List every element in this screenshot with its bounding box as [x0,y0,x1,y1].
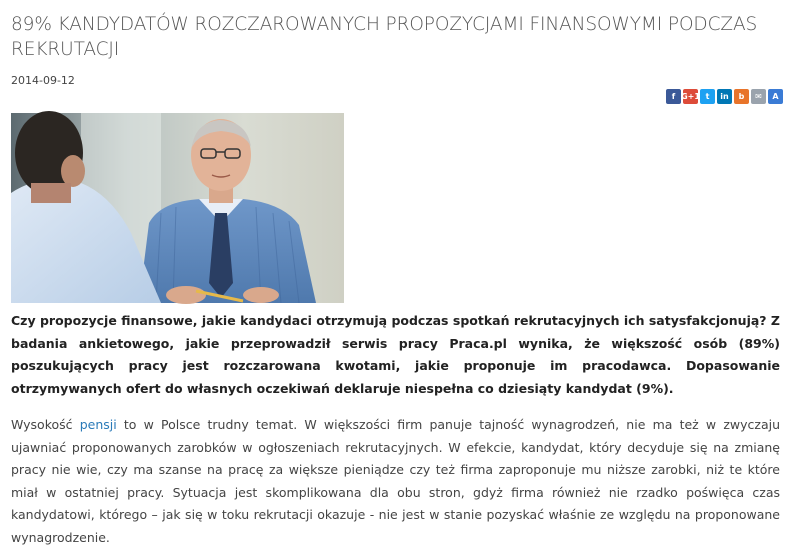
translate-icon[interactable]: A [768,89,783,104]
article-date: 2014-09-12 [11,74,75,87]
article-lead: Czy propozycje finansowe, jakie kandydaci otrzymują podczas spotkań rekrutacyjnych ich satysfakcjonują? Z badania ankietowego, jakie przeprowadził serwis pracy Praca.pl wynika, że większość osób (89%) poszukujących pracy jest rozczarowana kwotami, jakie proponuje im pracodawca. Dopasowanie otrzymywanych ofert do własnych oczekiwań deklaruje niespełna co dziesiąty kandydat (9%). [11,313,780,396]
facebook-icon[interactable]: f [666,89,681,104]
article-title: 89% KANDYDATÓW ROZCZAROWANYCH PROPOZYCJAMI FINANSOWYMI PODCZAS REKRUTACJI [11,14,758,60]
pensji-link[interactable]: pensji [79,417,117,432]
twitter-icon[interactable]: t [700,89,715,104]
article-photo [11,113,344,303]
body-text-rest: to w Polsce trudny temat. W większości firm panuje tajność wynagrodzeń, nie ma też w zwyczaju ujawniać proponowanych zarobków w ogłoszeniach rekrutacyjnych. W efekcie, kandydat, który decyduje się na zmianę pracy nie wie, czy ma szanse na pracę za większe pieniądze czy też firma zaproponuje mu niższe zarobki, niż te które miał w ostatniej pracy. Sytuacja jest skomplikowana dla obu stron, gdyż firma również nie rzadko poświęca czas kandydatowi, którego – jak się w toku rekrutacji okazuje - nie jest w stanie pozyskać właśnie ze względu na proponowane wynagrodzenie. [11,417,780,545]
blip-icon[interactable]: b [734,89,749,104]
share-bar [666,89,783,104]
linkedin-icon[interactable]: in [717,89,732,104]
body-text-start: Wysokość [11,417,80,432]
email-icon[interactable]: ✉ [751,89,766,104]
google-plus-icon[interactable]: G+1 [683,89,698,104]
article-body [11,414,780,549]
